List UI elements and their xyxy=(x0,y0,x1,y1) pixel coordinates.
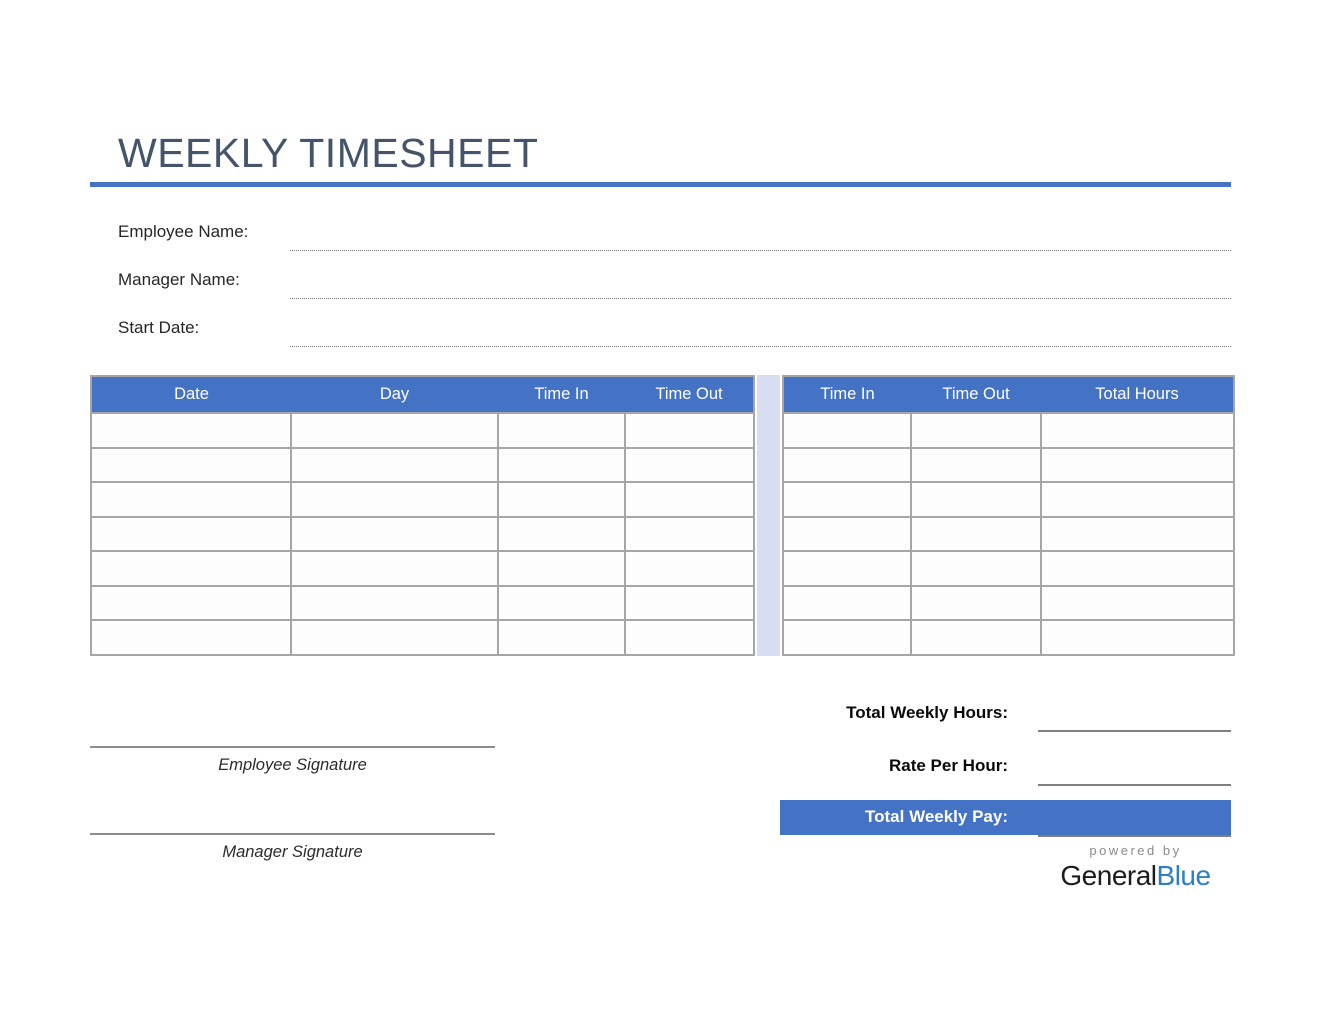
timesheet-cell[interactable] xyxy=(498,586,625,621)
timesheet-row xyxy=(783,586,1234,621)
column-header-date: Date xyxy=(91,376,291,413)
manager-signature-block xyxy=(90,833,495,862)
total-weekly-hours-input[interactable] xyxy=(1038,730,1231,732)
timesheet-cell[interactable] xyxy=(91,620,291,655)
timesheet-row xyxy=(783,620,1234,655)
timesheet-cell[interactable] xyxy=(498,448,625,483)
timesheet-tables xyxy=(90,375,1235,656)
timesheet-cell[interactable] xyxy=(783,551,911,586)
timesheet-cell[interactable] xyxy=(1041,551,1234,586)
manager-signature-label: Manager Signature xyxy=(222,843,363,861)
timesheet-cell[interactable] xyxy=(911,551,1041,586)
timesheet-cell[interactable] xyxy=(625,586,754,621)
timesheet-row xyxy=(783,413,1234,448)
brand-general-text: General xyxy=(1060,860,1157,891)
timesheet-cell[interactable] xyxy=(91,482,291,517)
column-header-day: Day xyxy=(291,376,498,413)
timesheet-row xyxy=(783,517,1234,552)
timesheet-cell[interactable] xyxy=(498,620,625,655)
start-date-row xyxy=(90,306,1231,354)
timesheet-cell[interactable] xyxy=(291,586,498,621)
timesheet-cell[interactable] xyxy=(291,551,498,586)
general-blue-logo xyxy=(1040,843,1231,892)
timesheet-cell[interactable] xyxy=(291,517,498,552)
employee-signature-line[interactable] xyxy=(90,746,495,748)
column-header-total-hours: Total Hours xyxy=(1041,376,1234,413)
timesheet-row xyxy=(91,413,754,448)
column-header-time-in: Time In xyxy=(498,376,625,413)
timesheet-cell[interactable] xyxy=(625,448,754,483)
timesheet-row xyxy=(783,482,1234,517)
timesheet-cell[interactable] xyxy=(91,517,291,552)
timesheet-row xyxy=(783,448,1234,483)
total-weekly-pay-label: Total Weekly Pay: xyxy=(865,807,1008,826)
timesheet-cell[interactable] xyxy=(625,482,754,517)
timesheet-cell[interactable] xyxy=(911,586,1041,621)
timesheet-cell[interactable] xyxy=(625,517,754,552)
right-table-header-row xyxy=(783,376,1234,413)
timesheet-cell[interactable] xyxy=(783,517,911,552)
timesheet-cell[interactable] xyxy=(911,448,1041,483)
timesheet-cell[interactable] xyxy=(498,517,625,552)
timesheet-cell[interactable] xyxy=(911,482,1041,517)
timesheet-cell[interactable] xyxy=(783,482,911,517)
timesheet-cell[interactable] xyxy=(625,413,754,448)
timesheet-cell[interactable] xyxy=(625,551,754,586)
brand-blue-text: Blue xyxy=(1156,860,1211,891)
timesheet-cell[interactable] xyxy=(291,620,498,655)
timesheet-cell[interactable] xyxy=(498,482,625,517)
timesheet-cell[interactable] xyxy=(91,551,291,586)
employee-signature-label: Employee Signature xyxy=(218,756,367,774)
timesheet-cell[interactable] xyxy=(91,413,291,448)
timesheet-cell[interactable] xyxy=(783,448,911,483)
timesheet-cell[interactable] xyxy=(291,413,498,448)
timesheet-cell[interactable] xyxy=(783,586,911,621)
timesheet-row xyxy=(91,482,754,517)
manager-name-label: Manager Name: xyxy=(118,270,240,289)
timesheet-row xyxy=(91,517,754,552)
timesheet-cell[interactable] xyxy=(783,413,911,448)
timesheet-table-right xyxy=(782,375,1235,656)
column-header-time-in: Time In xyxy=(783,376,911,413)
left-table-header-row xyxy=(91,376,754,413)
timesheet-row xyxy=(783,551,1234,586)
start-date-label: Start Date: xyxy=(118,318,200,337)
total-weekly-pay-bar xyxy=(780,800,1231,835)
timesheet-cell[interactable] xyxy=(1041,620,1234,655)
timesheet-row xyxy=(91,586,754,621)
column-header-time-out: Time Out xyxy=(625,376,754,413)
total-weekly-pay-input[interactable] xyxy=(1038,835,1231,837)
timesheet-cell[interactable] xyxy=(911,517,1041,552)
manager-signature-line[interactable] xyxy=(90,833,495,835)
timesheet-cell[interactable] xyxy=(498,551,625,586)
rate-per-hour-input[interactable] xyxy=(1038,784,1231,786)
timesheet-row xyxy=(91,620,754,655)
timesheet-cell[interactable] xyxy=(625,620,754,655)
timesheet-row xyxy=(91,551,754,586)
timesheet-cell[interactable] xyxy=(291,482,498,517)
page-title: WEEKLY TIMESHEET xyxy=(118,130,539,176)
column-header-time-out: Time Out xyxy=(911,376,1041,413)
timesheet-cell[interactable] xyxy=(1041,413,1234,448)
timesheet-cell[interactable] xyxy=(783,620,911,655)
timesheet-cell[interactable] xyxy=(91,586,291,621)
timesheet-cell[interactable] xyxy=(91,448,291,483)
manager-name-row xyxy=(90,258,1231,306)
rate-per-hour-label: Rate Per Hour: xyxy=(888,756,1008,775)
timesheet-cell[interactable] xyxy=(1041,517,1234,552)
total-weekly-hours-label: Total Weekly Hours: xyxy=(846,703,1008,722)
start-date-input[interactable] xyxy=(290,346,1231,347)
manager-name-input[interactable] xyxy=(290,298,1231,299)
timesheet-cell[interactable] xyxy=(1041,482,1234,517)
timesheet-cell[interactable] xyxy=(911,413,1041,448)
employee-signature-block xyxy=(90,746,495,775)
title-underline xyxy=(90,182,1231,187)
employee-name-row xyxy=(90,210,1231,258)
employee-name-input[interactable] xyxy=(290,250,1231,251)
employee-name-label: Employee Name: xyxy=(118,222,249,241)
timesheet-cell[interactable] xyxy=(1041,586,1234,621)
info-fields xyxy=(90,210,1231,354)
timesheet-cell[interactable] xyxy=(498,413,625,448)
timesheet-cell[interactable] xyxy=(911,620,1041,655)
table-divider xyxy=(755,375,782,656)
timesheet-row xyxy=(91,448,754,483)
timesheet-cell[interactable] xyxy=(1041,448,1234,483)
brand-wordmark xyxy=(1040,860,1231,892)
powered-by-text: powered by xyxy=(1089,843,1182,858)
timesheet-table-left xyxy=(90,375,755,656)
timesheet-cell[interactable] xyxy=(291,448,498,483)
